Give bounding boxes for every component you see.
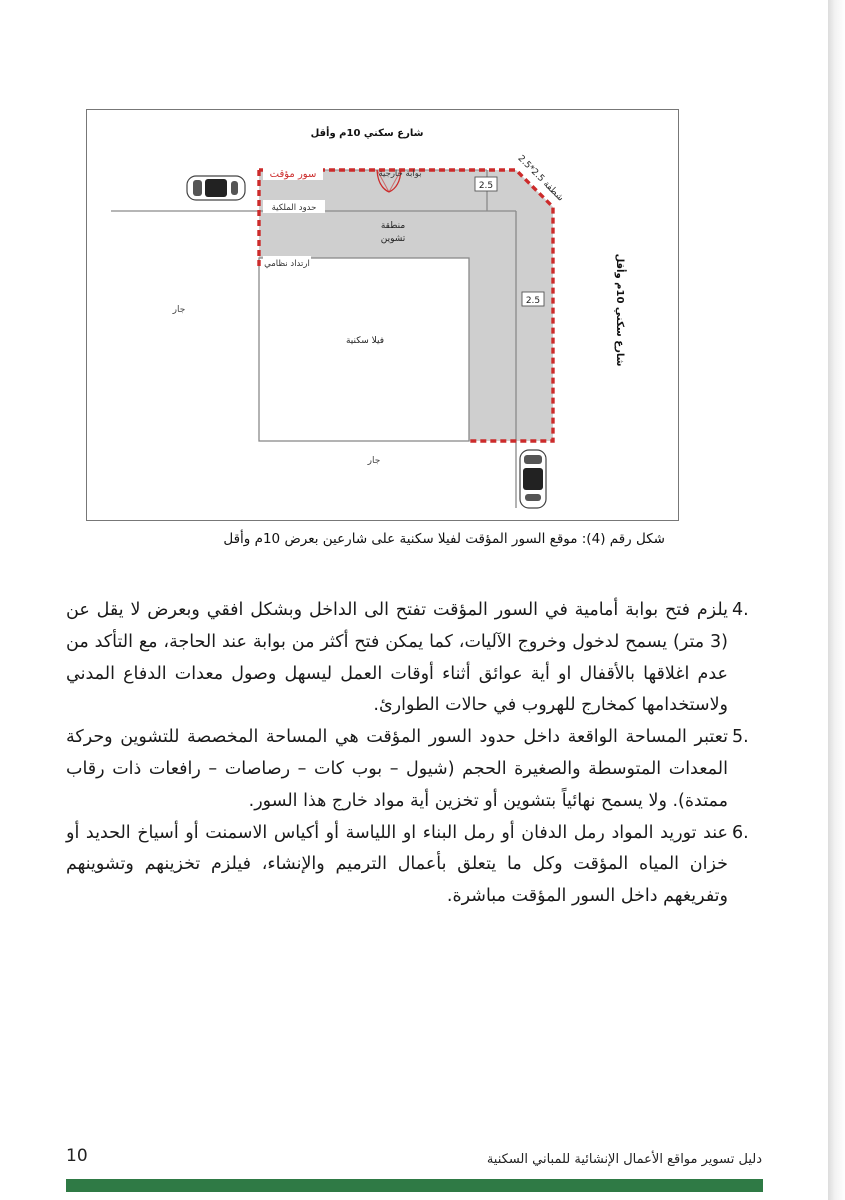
numbered-list bbox=[66, 595, 770, 913]
villa-label: فيلا سكنية bbox=[345, 336, 385, 346]
list-item-number: 4. bbox=[732, 600, 749, 620]
footer-bar bbox=[66, 1179, 763, 1192]
neighbor-left-label: جار bbox=[172, 305, 186, 315]
villa-footprint bbox=[259, 258, 469, 441]
storage-area-label-2: تشوين bbox=[380, 234, 406, 244]
property-boundary-label: حدود الملكية bbox=[271, 203, 317, 213]
street-right-label: شارع سكني 10م وأقل bbox=[614, 253, 625, 367]
list-item-text: عند توريد المواد رمل الدفان أو رمل البناء او اللياسة أو أكياس الاسمنت أو أسياخ الحديد أو خزان المياه المؤقت وكل ما يتعلق بأعمال الترميم والإنشاء، فيلزم تخزينهم وتشوينهم وتفريغهم داخل السور المؤقت مباشرة. bbox=[66, 822, 728, 907]
car-top-view-icon bbox=[187, 176, 245, 200]
external-gate-label: بوابة خارجية bbox=[378, 169, 422, 179]
site-plan-figure bbox=[86, 109, 679, 521]
list-item-number: 6. bbox=[732, 822, 749, 843]
dim-right-text: 2.5 bbox=[525, 296, 541, 306]
footer-title: دليل تسوير مواقع الأعمال الإنشائية للمباني السكنية bbox=[486, 1152, 762, 1167]
chamfer-label: شطفة 2.5*2.5 bbox=[515, 153, 566, 204]
street-top-label: شارع سكني 10م وأقل bbox=[310, 128, 424, 139]
car-top-view-icon bbox=[520, 450, 546, 508]
list-item bbox=[66, 595, 770, 722]
page-number: 10 bbox=[66, 1146, 88, 1166]
page-edge-shadow bbox=[828, 0, 845, 1200]
temp-wall-label: سور مؤقت bbox=[269, 169, 317, 180]
list-item-text: يلزم فتح بوابة أمامية في السور المؤقت تفتح الى الداخل وبشكل افقي وبعرض لا يقل عن (3 متر) يسمح لدخول وخروج الآليات، كما يمكن فتح أكثر من بوابة عند الحاجة، مع التأكد من عدم اغلاقها بالأقفال او أية عوائق أثناء أوقات العمل ليسهل وصول معدات الدفاع المدني ولاستخدامها كمخارج للهروب في حالات الطوارئ. bbox=[66, 600, 728, 716]
dim-top-text: 2.5 bbox=[478, 181, 494, 191]
setback-label: ارتداد نظامي bbox=[264, 259, 310, 269]
storage-area-label: منطقة bbox=[380, 221, 406, 231]
list-item-number: 5. bbox=[732, 727, 749, 748]
figure-caption: شكل رقم (4): موقع السور المؤقت لفيلا سكنية على شارعين بعرض 10م وأقل bbox=[223, 531, 665, 547]
list-item bbox=[66, 722, 770, 817]
neighbor-bottom-label: جار bbox=[367, 456, 381, 466]
list-item bbox=[66, 818, 770, 913]
list-item-text: تعتبر المساحة الواقعة داخل حدود السور المؤقت هي المساحة المخصصة للتشوين وحركة المعدات المتوسطة والصغيرة الحجم (شيول – بوب كات – رصاصات – رافعات ذات رقاب ممتدة). ولا يسمح نهائياً بتشوين أو تخزين أية مواد خارج هذا السور. bbox=[66, 727, 728, 811]
